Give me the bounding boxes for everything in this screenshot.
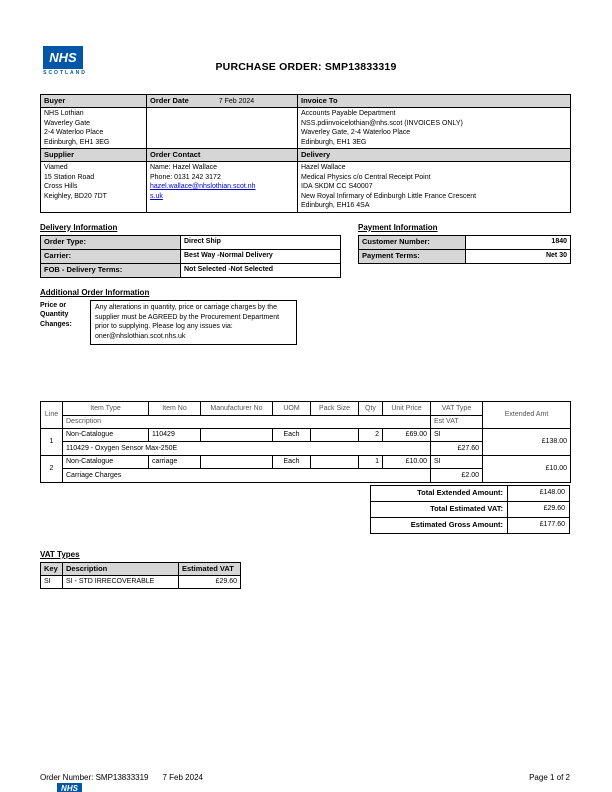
col-header-description: Description [63,415,431,428]
line-item-row [41,428,571,441]
uom: Each [273,455,311,468]
address-line: Accounts Payable Department [301,110,396,118]
estimated-gross-amount-value: £177.60 [508,517,570,533]
payment-information-table [358,235,571,264]
item-description: 110429 - Oxygen Sensor Max-250E [63,442,431,455]
vat-description-header: Description [63,563,179,576]
col-header-pack-size: Pack Size [311,402,359,415]
supplier-header: Supplier [41,149,147,162]
order-contact-phone: Phone: 0131 242 3172 [150,173,221,181]
supplier-address [41,162,147,212]
price-or-quantity-changes-text: Any alterations in quantity, price or carriage charges by the supplier must be AGREED by the Procurement Department prior to supplying. Please log any issues via: oner@nhslothian.scot.nhs.uk [90,300,297,345]
order-date-label: Order Date [150,96,189,105]
col-header-est-vat: Est VAT [431,415,483,428]
nhs-footer-logo-icon: NHS [57,783,82,792]
line-items-header-row [41,402,571,415]
total-estimated-vat-label: Total Estimated VAT: [371,501,508,517]
order-date-header [147,95,298,108]
order-type-label: Order Type: [41,235,181,249]
vat-estimated-vat: £29.60 [179,576,241,588]
price-or-quantity-changes-label: Price or Quantity Changes: [40,301,72,328]
pack-size [311,428,359,441]
address-line: Waverley Gate [44,119,91,127]
address-line: IDA SKDM CC S40007 [301,183,373,191]
total-extended-amount-label: Total Extended Amount: [371,485,508,501]
additional-order-information-row [40,300,570,345]
footer-page-number: Page 1 of 2 [529,773,570,782]
address-line: Keighley, BD20 7DT [44,192,107,200]
delivery-information-section [40,213,340,278]
page-footer [40,773,570,782]
invoice-to-address [298,108,571,149]
line-number: 2 [41,455,63,482]
address-line: Edinburgh, EH1 3EG [44,138,110,146]
fob-delivery-terms-label: FOB - Delivery Terms: [41,263,181,277]
item-type: Non-Catalogue [63,455,149,468]
manufacturer-no [201,455,273,468]
item-description: Carriage Charges [63,469,431,482]
buyer-address [41,108,147,149]
page-title: PURCHASE ORDER: SMP13833319 [215,61,397,73]
item-type: Non-Catalogue [63,428,149,441]
qty: 1 [359,455,383,468]
col-header-unit-price: Unit Price [383,402,431,415]
carrier-label: Carrier: [41,249,181,263]
delivery-information-table [40,235,341,278]
buyer-header: Buyer [41,95,147,108]
total-estimated-vat-value: £29.60 [508,501,570,517]
address-line: NSS.pdiinvoicelothian@nhs.scot (INVOICES ONLY) [301,119,463,127]
col-header-item-type: Item Type [63,402,149,415]
order-contact-header: Order Contact [147,149,298,162]
delivery-header: Delivery [298,149,571,162]
invoice-to-header: Invoice To [298,95,571,108]
line-item-row [41,455,571,468]
item-no: 110429 [149,428,201,441]
vat-type: SI [431,455,483,468]
col-header-item-no: Item No [149,402,201,415]
additional-order-information-heading: Additional Order Information [40,287,150,297]
delivery-information-heading: Delivery Information [40,222,118,232]
col-header-extended-amt: Extended Amt [483,402,571,429]
payment-terms-value: Net 30 [466,249,571,263]
vat-types-section [40,550,570,589]
customer-number-value: 1840 [466,235,571,249]
footer-date: 7 Feb 2024 [162,773,203,782]
footer-order-number [40,773,203,782]
unit-price: £69.00 [383,428,431,441]
order-contact-details [147,162,298,212]
qty: 2 [359,428,383,441]
extended-amt: £10.00 [483,455,571,482]
vat-types-heading: VAT Types [40,550,80,560]
totals-table [370,485,570,534]
vat-description: SI - STD IRRECOVERABLE [63,576,179,588]
vat-type: SI [431,428,483,441]
order-contact-name: Name: Hazel Wallace [150,164,218,172]
order-info-table [40,94,571,213]
address-line: Waverley Gate, 2-4 Waterloo Place [301,129,411,137]
address-line: Cross Hills [44,183,78,191]
address-line: Hazel Wallace [301,164,346,172]
total-extended-amount-value: £148.00 [508,485,570,501]
extended-amt: £138.00 [483,428,571,455]
payment-information-section [358,213,570,264]
vat-key: SI [41,576,63,588]
order-date-body-cell [147,108,298,149]
item-no: carriage [149,455,201,468]
additional-order-information-section [40,288,570,345]
estimated-gross-amount-label: Estimated Gross Amount: [371,517,508,533]
payment-information-heading: Payment Information [358,222,438,232]
carrier-value: Best Way -Normal Delivery [181,249,341,263]
col-header-manufacturer-no: Manufacturer No [201,402,273,415]
vat-types-table [40,562,241,589]
delivery-address [298,162,571,212]
col-header-vat-type: VAT Type [431,402,483,415]
line-number: 1 [41,428,63,455]
est-vat: £27.60 [431,442,483,455]
document-content [40,94,570,589]
col-header-qty: Qty [359,402,383,415]
address-line: 15 Station Road [44,173,95,181]
totals-section [40,485,570,534]
manufacturer-no [201,428,273,441]
vat-estimated-vat-header: Estimated VAT [179,563,241,576]
fob-delivery-terms-value: Not Selected -Not Selected [181,263,341,277]
address-line: Edinburgh, EH1 3EG [301,138,367,146]
uom: Each [273,428,311,441]
nhs-logo-scotland-label: SCOTLAND [43,70,87,76]
footer-order-number-text: Order Number: SMP13833319 [40,773,149,782]
nhs-logo-icon: NHS [43,46,83,69]
pack-size [311,455,359,468]
address-line: New Royal Infirmary of Edinburgh Little France Crescent [301,192,477,200]
line-items-table [40,401,571,483]
order-date-value: 7 Feb 2024 [218,98,255,105]
payment-terms-label: Payment Terms: [359,249,466,263]
address-line: Medical Physics c/o Central Receipt Point [301,173,431,181]
vat-key-header: Key [41,563,63,576]
customer-number-label: Customer Number: [359,235,466,249]
unit-price: £10.00 [383,455,431,468]
est-vat: £2.00 [431,469,483,482]
address-line: NHS Lothian [44,110,84,118]
col-header-line: Line [41,402,63,429]
address-line: 2-4 Waterloo Place [44,129,104,137]
address-line: Viamed [44,164,68,172]
order-contact-email-link[interactable]: hazel.wallace@nhslothian.scot.nhs.uk [150,183,256,200]
col-header-uom: UOM [273,402,311,415]
delivery-payment-section [40,213,570,278]
order-type-value: Direct Ship [181,235,341,249]
address-line: Edinburgh, EH16 4SA [301,202,370,210]
